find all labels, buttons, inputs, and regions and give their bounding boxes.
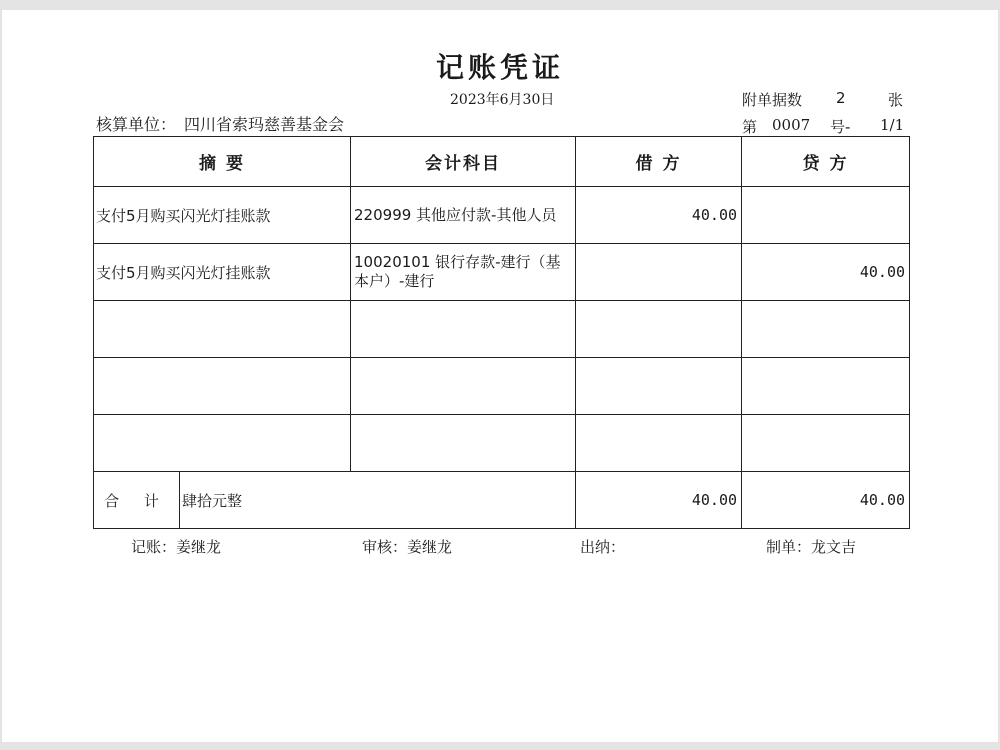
voucher-title: 记账凭证: [435, 51, 564, 84]
row-credit: [742, 187, 910, 244]
row-summary: 支付5月购买闪光灯挂账款: [94, 187, 351, 244]
attachment-suffix: 张: [888, 91, 904, 109]
row-account: [351, 415, 576, 472]
row-credit: 40.00: [742, 244, 910, 301]
row-summary: [94, 415, 351, 472]
row-debit: [576, 244, 742, 301]
table-row: [94, 244, 910, 301]
header-summary: 摘 要: [94, 137, 351, 187]
cashier-label: 出纳：: [580, 538, 626, 556]
preparer-label: 制单：: [766, 538, 812, 556]
row-account: 10020101 银行存款-建行（基本户）-建行: [351, 244, 576, 301]
accounting-unit-label: 核算单位：: [96, 115, 177, 134]
row-account: [351, 358, 576, 415]
total-amount-words: 肆拾元整: [180, 472, 576, 529]
header-credit: 贷 方: [742, 137, 910, 187]
table-row: [94, 301, 910, 358]
reviewer-label: 审核：: [362, 538, 408, 556]
row-summary: [94, 301, 351, 358]
reviewer-name: 姜继龙: [407, 538, 453, 556]
voucher-number-prefix: 第: [742, 118, 758, 136]
total-label: 合 计: [94, 472, 180, 529]
table-header: [94, 137, 910, 187]
total-credit: 40.00: [742, 472, 910, 529]
row-account: [351, 301, 576, 358]
voucher-number-value: 0007: [772, 116, 811, 134]
total-row: [94, 472, 910, 529]
row-debit: [576, 415, 742, 472]
row-summary: [94, 358, 351, 415]
row-debit: 40.00: [576, 187, 742, 244]
cashier-signature: [580, 536, 625, 557]
voucher-date: 2023年6月30日: [450, 92, 555, 108]
row-credit: [742, 358, 910, 415]
row-debit: [576, 358, 742, 415]
row-credit: [742, 301, 910, 358]
row-account: 220999 其他应付款-其他人员: [351, 187, 576, 244]
attachment-number: 2: [836, 89, 846, 107]
row-credit: [742, 415, 910, 472]
row-debit: [576, 301, 742, 358]
total-debit: 40.00: [576, 472, 742, 529]
voucher-table: [93, 136, 910, 529]
attachment-label: 附单据数: [742, 91, 803, 109]
accounting-unit-name: 四川省索玛慈善基金会: [184, 115, 345, 134]
header-account: 会计科目: [351, 137, 576, 187]
voucher-number-suffix: 号-: [830, 118, 851, 136]
preparer-name: 龙文吉: [811, 538, 857, 556]
accounting-unit: [96, 112, 344, 135]
table-row: [94, 415, 910, 472]
voucher-page: 1/1: [880, 116, 905, 134]
table-row: [94, 187, 910, 244]
row-summary: 支付5月购买闪光灯挂账款: [94, 244, 351, 301]
reviewer-signature: [362, 536, 452, 557]
preparer-signature: [766, 536, 856, 557]
bookkeeper-name: 姜继龙: [176, 538, 222, 556]
header-debit: 借 方: [576, 137, 742, 187]
bookkeeper-label: 记账：: [131, 538, 177, 556]
bookkeeper-signature: [131, 536, 221, 557]
table-row: [94, 358, 910, 415]
